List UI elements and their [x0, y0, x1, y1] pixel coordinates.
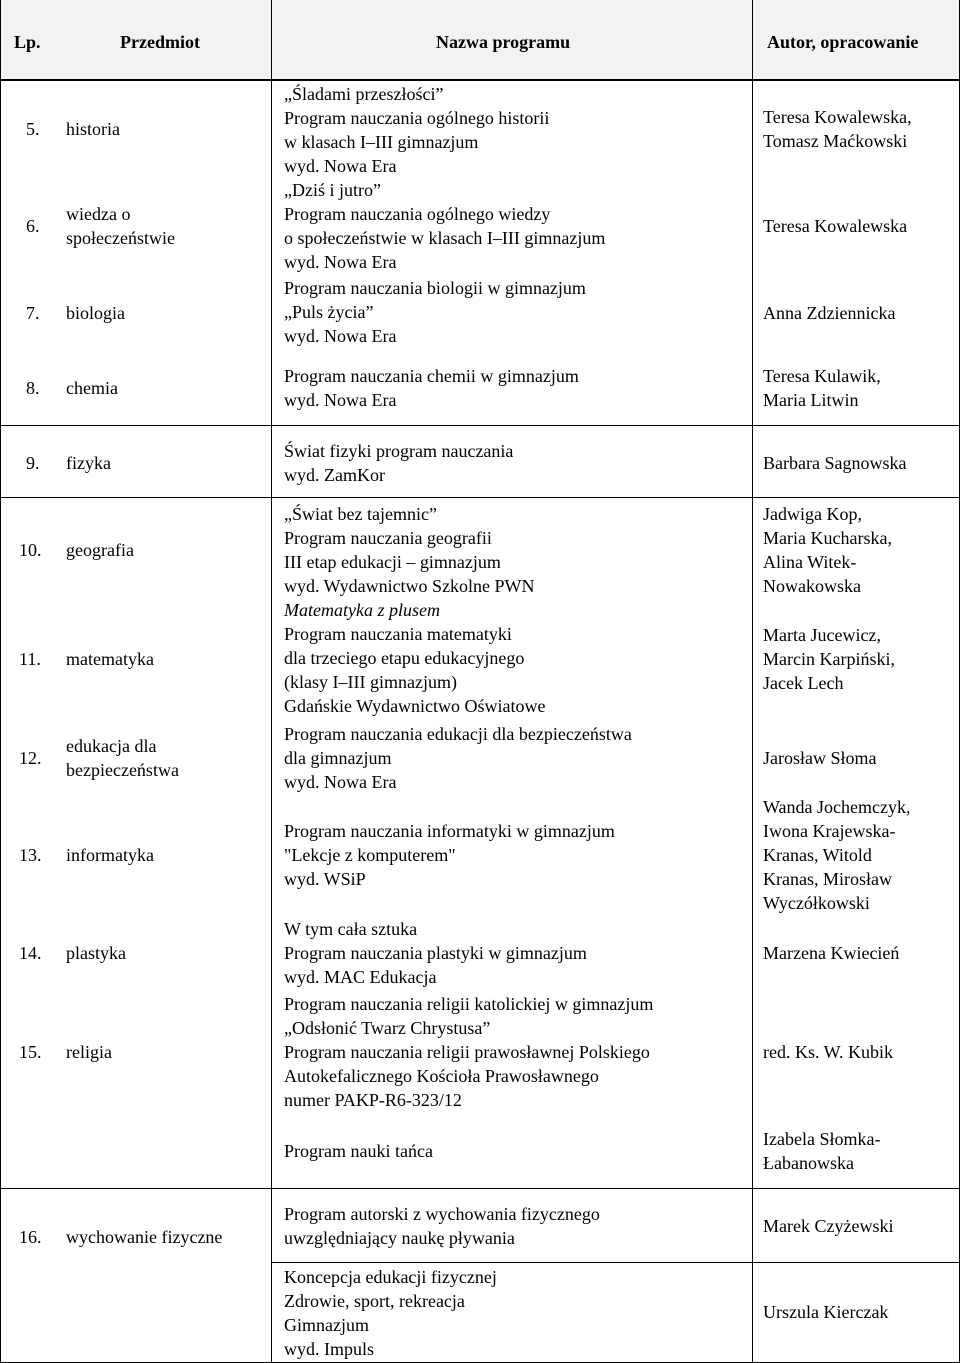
program-cell-line: Program nauczania informatyki w gimnazjum [284, 821, 615, 841]
subject-cell [66, 941, 126, 965]
program-cell-line: wyd. Wydawnictwo Szkolne PWN [284, 576, 535, 596]
subject-cell [66, 301, 125, 325]
author-cell-line: Marek Czyżewski [763, 1216, 894, 1236]
subject-cell [66, 734, 179, 782]
author-cell-line: Marta Jucewicz, [763, 625, 881, 645]
row-divider [0, 497, 960, 498]
author-cell [763, 623, 895, 695]
subject-cell-line: edukacja dla [66, 736, 157, 756]
author-cell [763, 941, 899, 965]
author-cell-line: Anna Zdziennicka [763, 303, 896, 323]
author-cell-line: Iwona Krajewska- [763, 821, 896, 841]
author-cell [763, 364, 881, 412]
row-divider [0, 79, 960, 80]
program-cell-line: numer PAKP-R6-323/12 [284, 1090, 462, 1110]
program-cell-line: W tym cała sztuka [284, 919, 418, 939]
row-number: 12. [19, 748, 42, 768]
author-cell-line: Wanda Jochemczyk, [763, 797, 911, 817]
author-cell-line: Wyczółkowski [763, 893, 870, 913]
subject-cell-line: chemia [66, 378, 118, 398]
program-cell-line: uwzględniający naukę pływania [284, 1228, 515, 1248]
row-number: 10. [19, 540, 42, 560]
subject-cell-line: religia [66, 1042, 112, 1062]
program-cell-line: Program nauczania ogólnego historii [284, 108, 550, 128]
header-subject: Przedmiot [120, 32, 200, 52]
program-cell [284, 917, 587, 989]
author-cell-line: Marzena Kwiecień [763, 943, 900, 963]
row-number: 15. [19, 1042, 42, 1062]
author-cell-line: Teresa Kulawik, [763, 366, 881, 386]
author-cell [763, 451, 906, 475]
author-cell [763, 214, 907, 238]
author-cell-line: Kranas, Mirosław [763, 869, 892, 889]
subject-cell [66, 451, 111, 475]
program-cell-line: Program nauczania religii katolickiej w gimnazjum [284, 994, 654, 1014]
program-cell-line: Zdrowie, sport, rekreacja [284, 1291, 465, 1311]
program-cell [284, 598, 546, 718]
author-cell [763, 105, 912, 153]
row-number: 7. [26, 303, 40, 323]
subject-cell-line: geografia [66, 540, 134, 560]
subject-cell [66, 1225, 222, 1249]
program-cell-line: III etap edukacji – gimnazjum [284, 552, 501, 572]
author-cell-line: Marcin Karpiński, [763, 649, 895, 669]
author-cell-line: Jacek Lech [763, 673, 844, 693]
program-cell-line: „Dziś i jutro” [284, 180, 381, 200]
program-cell-line: Program nauczania geografii [284, 528, 492, 548]
program-cell-line: wyd. Nowa Era [284, 252, 397, 272]
grid-line [0, 0, 1, 1363]
subject-cell-line: bezpieczeństwa [66, 760, 179, 780]
program-cell [284, 276, 586, 348]
program-cell-line: „Odsłonić Twarz Chrystusa” [284, 1018, 491, 1038]
row-number: 16. [19, 1227, 42, 1247]
subject-cell [66, 843, 154, 867]
author-cell-line: Alina Witek- [763, 552, 857, 572]
program-cell-line: „Śladami przeszłości” [284, 84, 444, 104]
program-cell-line: wyd. ZamKor [284, 465, 385, 485]
author-cell [763, 301, 895, 325]
program-cell-line: Program nauczania edukacji dla bezpieczeństwa [284, 724, 632, 744]
row-number: 11. [19, 649, 41, 669]
program-cell [284, 439, 513, 487]
program-cell-line: wyd. Impuls [284, 1339, 374, 1359]
subject-cell-line: fizyka [66, 453, 111, 473]
row-number: 8. [26, 378, 40, 398]
row-divider [272, 1262, 960, 1263]
program-cell-line: „Świat bez tajemnic” [284, 504, 437, 524]
program-cell [284, 178, 605, 274]
row-number: 6. [26, 216, 40, 236]
program-cell [284, 502, 535, 598]
program-cell-line: dla gimnazjum [284, 748, 392, 768]
program-cell-line: wyd. Nowa Era [284, 772, 397, 792]
author-cell-line: Urszula Kierczak [763, 1302, 889, 1322]
program-cell-line: (klasy I–III gimnazjum) [284, 672, 457, 692]
author-cell [763, 1300, 888, 1324]
program-cell-line: wyd. Nowa Era [284, 390, 397, 410]
author-cell-line: Tomasz Maćkowski [763, 131, 908, 151]
program-cell-line: wyd. WSiP [284, 869, 366, 889]
author-cell [763, 1127, 880, 1175]
subject-cell-line: wiedza o [66, 204, 131, 224]
program-cell-line: Gdańskie Wydawnictwo Oświatowe [284, 696, 546, 716]
header-program: Nazwa programu [436, 32, 571, 52]
program-cell-line: "Lekcje z komputerem" [284, 845, 456, 865]
subject-cell [66, 1040, 112, 1064]
program-cell-line: Gimnazjum [284, 1315, 369, 1335]
program-cell-line: wyd. Nowa Era [284, 156, 397, 176]
program-cell-line: Koncepcja edukacji fizycznej [284, 1267, 497, 1287]
program-cell-line: Program nauki tańca [284, 1141, 433, 1161]
author-cell-line: Nowakowska [763, 576, 861, 596]
author-cell-line: Kranas, Witold [763, 845, 872, 865]
subject-cell-line: biologia [66, 303, 125, 323]
subject-cell [66, 538, 134, 562]
program-cell [284, 1139, 433, 1163]
row-number: 13. [19, 845, 42, 865]
program-cell [284, 722, 632, 794]
program-cell-line: w klasach I–III gimnazjum [284, 132, 479, 152]
program-cell-line: Program nauczania religii prawosławnej Polskiego [284, 1042, 650, 1062]
program-cell [284, 1265, 497, 1361]
program-cell [284, 364, 579, 412]
program-cell-line: Autokefalicznego Kościoła Prawosławnego [284, 1066, 599, 1086]
row-divider [0, 1188, 960, 1189]
author-cell-line: Teresa Kowalewska, [763, 107, 912, 127]
program-cell [284, 1202, 600, 1250]
program-cell-line: Matematyka z plusem [284, 600, 440, 620]
grid-line [752, 0, 753, 1363]
subject-cell-line: informatyka [66, 845, 154, 865]
subject-cell [66, 202, 175, 250]
program-cell [284, 82, 549, 178]
program-cell-line: o społeczeństwie w klasach I–III gimnazjum [284, 228, 606, 248]
row-divider [0, 425, 960, 426]
author-cell-line: Łabanowska [763, 1153, 854, 1173]
subject-cell-line: wychowanie fizyczne [66, 1227, 223, 1247]
program-cell-line: wyd. MAC Edukacja [284, 967, 437, 987]
subject-cell [66, 647, 154, 671]
header-author: Autor, opracowanie [767, 32, 919, 52]
program-cell [284, 819, 615, 891]
author-cell-line: Jarosław Słoma [763, 748, 877, 768]
program-cell-line: Program nauczania ogólnego wiedzy [284, 204, 551, 224]
subject-cell-line: matematyka [66, 649, 154, 669]
program-cell-line: Program nauczania chemii w gimnazjum [284, 366, 579, 386]
header-lp: Lp. [14, 32, 41, 52]
author-cell [763, 795, 911, 915]
author-cell [763, 746, 876, 770]
author-cell [763, 502, 892, 598]
program-cell-line: Program nauczania biologii w gimnazjum [284, 278, 586, 298]
author-cell-line: Izabela Słomka- [763, 1129, 881, 1149]
author-cell [763, 1040, 893, 1064]
table-header [0, 0, 960, 81]
subject-cell [66, 117, 120, 141]
author-cell-line: Maria Kucharska, [763, 528, 892, 548]
program-cell [284, 992, 653, 1112]
program-cell-line: dla trzeciego etapu edukacyjnego [284, 648, 525, 668]
author-cell [763, 1214, 893, 1238]
program-cell-line: „Puls życia” [284, 302, 374, 322]
row-number: 14. [19, 943, 42, 963]
author-cell-line: Teresa Kowalewska [763, 216, 908, 236]
grid-line [271, 0, 272, 1363]
program-cell-line: Świat fizyki program nauczania [284, 441, 514, 461]
author-cell-line: Maria Litwin [763, 390, 859, 410]
program-cell-line: wyd. Nowa Era [284, 326, 397, 346]
program-cell-line: Program nauczania plastyki w gimnazjum [284, 943, 587, 963]
subject-cell-line: społeczeństwie [66, 228, 175, 248]
author-cell-line: Barbara Sagnowska [763, 453, 907, 473]
subject-cell-line: historia [66, 119, 120, 139]
subject-cell [66, 376, 118, 400]
subject-cell-line: plastyka [66, 943, 126, 963]
program-cell-line: Program autorski z wychowania fizycznego [284, 1204, 600, 1224]
program-cell-line: Program nauczania matematyki [284, 624, 512, 644]
row-number: 5. [26, 119, 40, 139]
row-number: 9. [26, 453, 40, 473]
author-cell-line: red. Ks. W. Kubik [763, 1042, 893, 1062]
author-cell-line: Jadwiga Kop, [763, 504, 862, 524]
